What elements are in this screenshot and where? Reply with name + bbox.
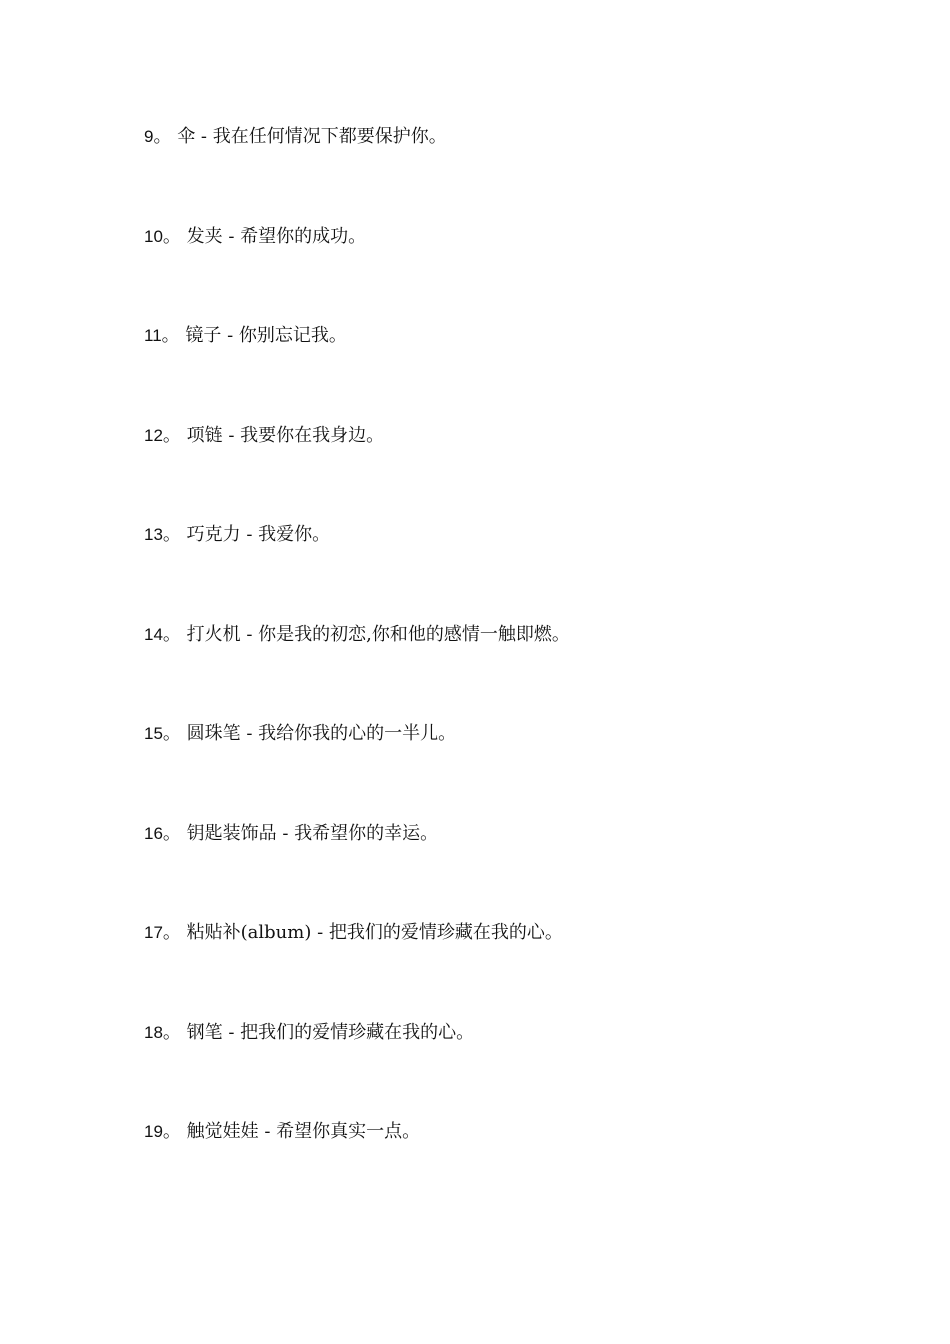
list-item	[144, 123, 447, 151]
item-number: 17	[144, 923, 163, 942]
item-number: 12	[144, 426, 163, 445]
item-number: 14	[144, 625, 163, 644]
item-number: 9	[144, 127, 154, 146]
item-text: 。 项链 - 我要你在我身边。	[162, 425, 385, 446]
item-text: 。 发夹 - 希望你的成功。	[162, 226, 367, 247]
item-number: 11	[144, 326, 162, 345]
item-number: 16	[144, 824, 163, 843]
item-text: 。 钥匙装饰品 - 我希望你的幸运。	[162, 823, 439, 844]
list-item	[144, 422, 384, 450]
item-number: 19	[144, 1122, 163, 1141]
item-number: 10	[144, 227, 163, 246]
item-text: 。 巧克力 - 我爱你。	[162, 524, 331, 545]
list-item	[144, 521, 330, 549]
item-text: 。 镜子 - 你别忘记我。	[161, 325, 347, 346]
list-item	[144, 820, 438, 848]
list-item	[144, 621, 570, 649]
list-item	[144, 720, 456, 748]
list-item	[144, 223, 366, 251]
item-number: 13	[144, 525, 163, 544]
item-text: 。 圆珠笔 - 我给你我的心的一半儿。	[162, 723, 457, 744]
list-item	[144, 1019, 474, 1047]
list-item	[144, 919, 563, 947]
list-item	[144, 1118, 420, 1146]
item-text: 。 伞 - 我在任何情况下都要保护你。	[153, 126, 447, 147]
item-number: 18	[144, 1023, 163, 1042]
item-text: 。 粘贴补(album) - 把我们的爱情珍藏在我的心。	[162, 922, 563, 943]
list-item	[144, 322, 347, 350]
item-text: 。 打火机 - 你是我的初恋,你和他的感情一触即燃。	[162, 624, 570, 645]
item-text: 。 钢笔 - 把我们的爱情珍藏在我的心。	[162, 1022, 475, 1043]
item-text: 。 触觉娃娃 - 希望你真实一点。	[162, 1121, 421, 1142]
item-number: 15	[144, 724, 163, 743]
